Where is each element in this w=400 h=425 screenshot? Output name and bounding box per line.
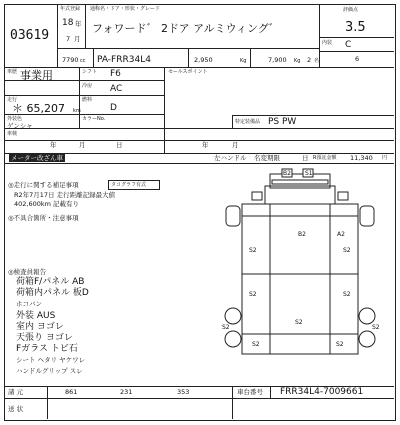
max-load-unit: Kg [294, 58, 301, 64]
report-title: ◎検査員報告 [8, 268, 47, 276]
truck-diagram [212, 164, 392, 372]
mileage-value: ＊ 65,207 [12, 102, 65, 115]
year-unit: 年 [75, 20, 82, 28]
mileage-label: 走行 [7, 97, 18, 103]
mark-b2-top: B2 [283, 170, 291, 177]
owner-deadline-unit: 日 [302, 154, 309, 162]
ac-label: 冷房 [82, 83, 93, 89]
inspection-month-unit: 月 [79, 141, 86, 149]
history-line-1: R2年7月17日 走行距離記録最大値 [14, 191, 116, 199]
equipment-value: PS PW [268, 117, 297, 127]
mark-s1: S1 [305, 170, 313, 177]
model-header: 通称名・ドア・形状・グレード [90, 6, 160, 12]
dim-1: 861 [65, 388, 78, 396]
month-unit: 月 [74, 35, 81, 43]
grade-value: 3.5 [345, 20, 366, 35]
month-value: 7 [66, 35, 71, 43]
mark-s2-right-lower: S2 [372, 324, 380, 331]
defect-title: ◎不具合箇所・注意事項 [8, 214, 79, 222]
tacho-box [108, 180, 160, 190]
type-value: 事業用 [20, 69, 53, 82]
mark-a2: A2 [337, 231, 345, 238]
report-line-1: 荷箱F/パネル AB [16, 277, 85, 287]
mark-s2-rear-left: S2 [252, 341, 260, 348]
color-label: 外装色 [7, 116, 23, 122]
seats-value: 2 [307, 56, 312, 64]
mark-s2-right-mid: S2 [343, 291, 351, 298]
mark-s2-right-upper: S2 [343, 247, 351, 254]
invoice-label: 送 状 [8, 405, 24, 413]
disp-unit: cc [80, 58, 86, 64]
report-line-4: 外装 AUS [16, 311, 56, 321]
year-label: 年式登録 [60, 6, 81, 12]
max-load-value: 7,900 [268, 56, 287, 64]
recycle-deposit-unit: 円 [382, 155, 388, 161]
report-line-3: ホコバン [16, 300, 42, 308]
chassis-no-label: 車台番号 [237, 388, 263, 396]
weight-unit: Kg [240, 58, 247, 64]
dim-3: 353 [177, 388, 190, 396]
interior-label: 内装 [322, 40, 333, 46]
color-no-label: カラーNo. [82, 116, 106, 122]
displacement: 7790 [62, 56, 79, 64]
report-line-8: シート ヘタリ ヤケワレ [16, 356, 86, 364]
report-line-6: 天張り ヨゴレ [16, 333, 73, 343]
recycle-deposit-value: 11,340 [350, 154, 373, 162]
mileage-unit: km [73, 108, 81, 114]
chassis-code: PA-FRR34L4 [97, 55, 151, 65]
tacho-label: タコグラフ有式 [111, 182, 147, 188]
owner-deadline-label: 名変期限 [254, 154, 280, 162]
extra-value: 6 [355, 55, 360, 63]
fuel-label: 燃料 [82, 97, 93, 103]
seats-unit: 名 [314, 58, 320, 64]
history-title: ◎走行に関する補足事項 [8, 181, 79, 189]
inspection-day-unit: 日 [116, 141, 123, 149]
mark-s2-left-mid: S2 [249, 291, 257, 298]
history-line-2: 402,600km 記載有り [14, 200, 80, 208]
report-line-2: 荷箱内パネル 板D [16, 288, 89, 298]
report-line-9: ハンドルグリップ スレ [16, 367, 83, 375]
mark-s2-center: S2 [295, 319, 303, 326]
stock-number: 03619 [10, 28, 50, 43]
recycle-deposit-label: R預託金額 [313, 155, 337, 161]
dims-label: 諸 元 [8, 388, 24, 396]
year-value: 18 [62, 18, 74, 28]
model-name: フォワード゛ 2ドア アルミウィング゛ [92, 22, 280, 35]
inspection-year-unit: 年 [50, 141, 57, 149]
selling-points-label: セールスポイント [168, 69, 208, 75]
shift-label: シフト [82, 69, 98, 75]
equipment-label: 特定装備品 [235, 119, 261, 125]
report-line-7: Fガラス トビ石 [16, 344, 78, 354]
inspection-label: 車検 [7, 131, 18, 137]
mark-s2-left-upper: S2 [249, 247, 257, 254]
mark-s2-left-lower: S2 [222, 324, 230, 331]
dim-2: 231 [120, 388, 133, 396]
meter-tamper-badge: メーター改ざん車 [11, 154, 63, 162]
recycle-year-unit: 年 [202, 141, 209, 149]
interior-value: C [345, 40, 352, 50]
recycle-month-unit: 月 [232, 141, 239, 149]
mark-b2-box: B2 [298, 231, 306, 238]
grade-label: 評価点 [343, 7, 359, 13]
handle-side: 左ハンドル [214, 154, 247, 162]
weight-value: 2,950 [194, 56, 213, 64]
fuel-value: D [110, 103, 117, 113]
report-line-5: 室内 ヨゴレ [16, 322, 64, 332]
ac-value: AC [110, 84, 123, 94]
type-label: 車歴 [7, 69, 18, 75]
chassis-no-value: FRR34L4-7009661 [280, 387, 364, 397]
mark-s2-rear-right: S2 [336, 341, 344, 348]
shift-value: F6 [110, 69, 121, 79]
color-value: ゲンシャ [7, 122, 33, 130]
